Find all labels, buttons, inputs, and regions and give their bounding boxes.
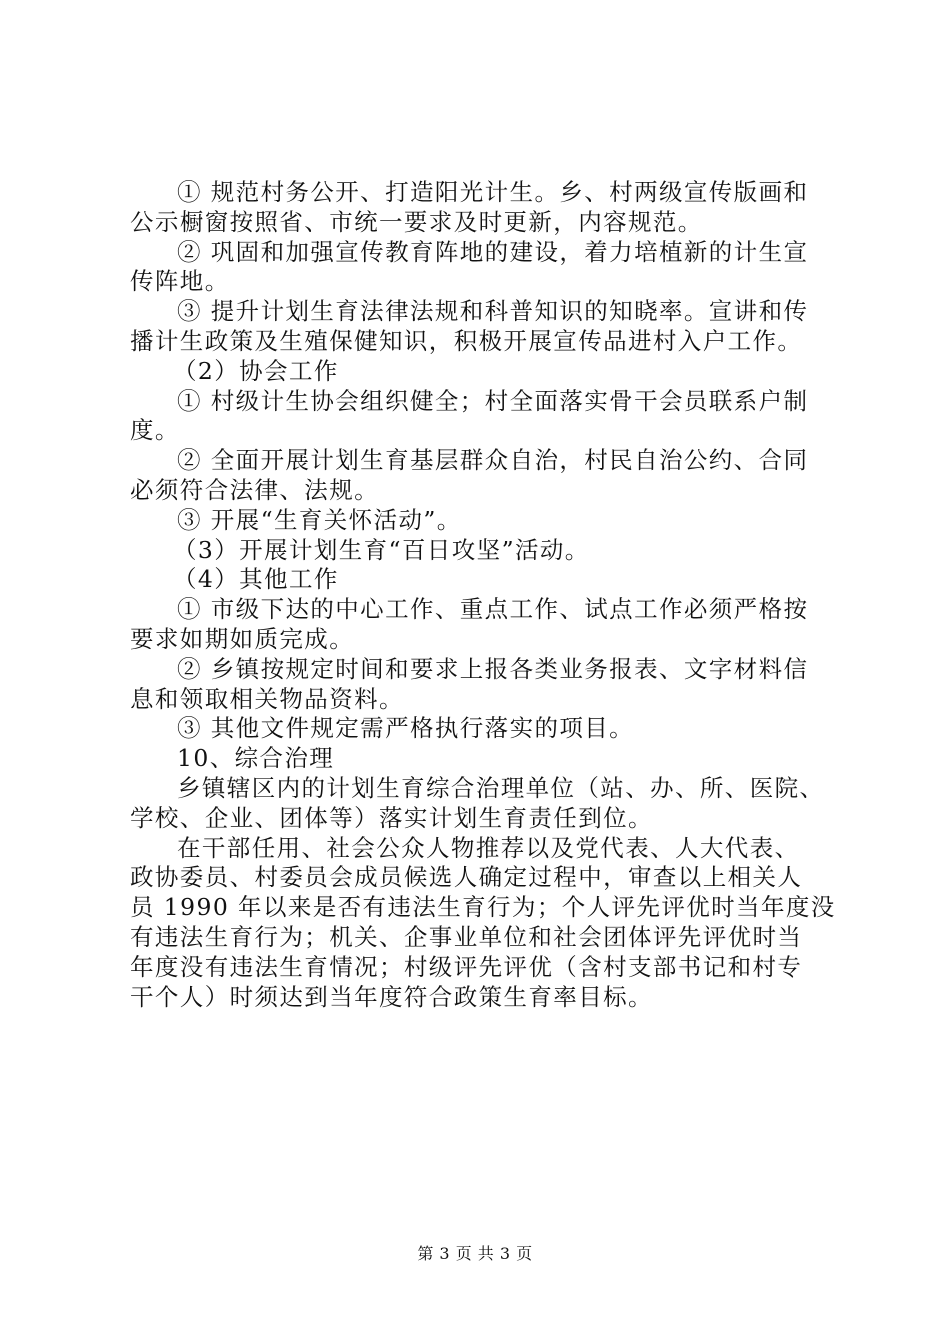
section-heading: 10、综合治理 (177, 744, 335, 773)
paragraph-line: ① 市级下达的中心工作、重点工作、试点工作必须严格按 (177, 595, 809, 624)
paragraph-line: 传阵地。 (130, 267, 230, 296)
paragraph-line: ② 巩固和加强宣传教育阵地的建设，着力培植新的计生宣 (177, 237, 809, 266)
paragraph-line: 有违法生育行为；机关、企事业单位和社会团体评先评优时当 (130, 922, 803, 951)
paragraph-line: 要求如期如质完成。 (130, 624, 355, 653)
paragraph-line: 乡镇辖区内的计划生育综合治理单位（站、办、所、医院、 (177, 773, 825, 802)
paragraph-line: ③ 其他文件规定需严格执行落实的项目。 (177, 714, 635, 743)
paragraph-line: ② 全面开展计划生育基层群众自治，村民自治公约、合同 (177, 446, 809, 475)
paragraph-line: ③ 开展“生育关怀活动”。 (177, 505, 462, 534)
paragraph-line: 在干部任用、社会公众人物推荐以及党代表、人大代表、 (177, 833, 800, 862)
paragraph-line: 公示橱窗按照省、市统一要求及时更新，内容规范。 (130, 207, 703, 236)
paragraph-line: ① 村级计生协会组织健全；村全面落实骨干会员联系户制 (177, 386, 809, 415)
paragraph-line: 必须符合法律、法规。 (130, 475, 379, 504)
document-body (130, 178, 835, 1012)
section-heading: （4）其他工作 (173, 565, 339, 594)
paragraph-line: 政协委员、村委员会成员候选人确定过程中，审查以上相关人 (130, 863, 803, 892)
paragraph-line: 员 1990 年以来是否有违法生育行为；个人评先评优时当年度没 (130, 893, 836, 922)
paragraph-line: 年度没有违法生育情况；村级评先评优（含村支部书记和村专 (130, 952, 803, 981)
paragraph-line: ② 乡镇按规定时间和要求上报各类业务报表、文字材料信 (177, 654, 809, 683)
section-heading: （3）开展计划生育“百日攻坚”活动。 (173, 535, 590, 564)
paragraph-line: 干个人）时须达到当年度符合政策生育率目标。 (130, 982, 653, 1011)
paragraph-line: ① 规范村务公开、打造阳光计生。乡、村两级宣传版画和 (177, 178, 809, 206)
paragraph-line: 播计生政策及生殖保健知识，积极开展宣传品进村入户工作。 (130, 326, 803, 355)
paragraph-line: 息和领取相关物品资料。 (130, 684, 404, 713)
paragraph-line: ③ 提升计划生育法律法规和科普知识的知晓率。宣讲和传 (177, 297, 809, 326)
section-heading: （2）协会工作 (173, 356, 339, 385)
paragraph-line: 度。 (130, 416, 180, 445)
page-footer: 第 3 页 共 3 页 (417, 1244, 533, 1263)
paragraph-line: 学校、企业、团体等）落实计划生育责任到位。 (130, 803, 653, 832)
